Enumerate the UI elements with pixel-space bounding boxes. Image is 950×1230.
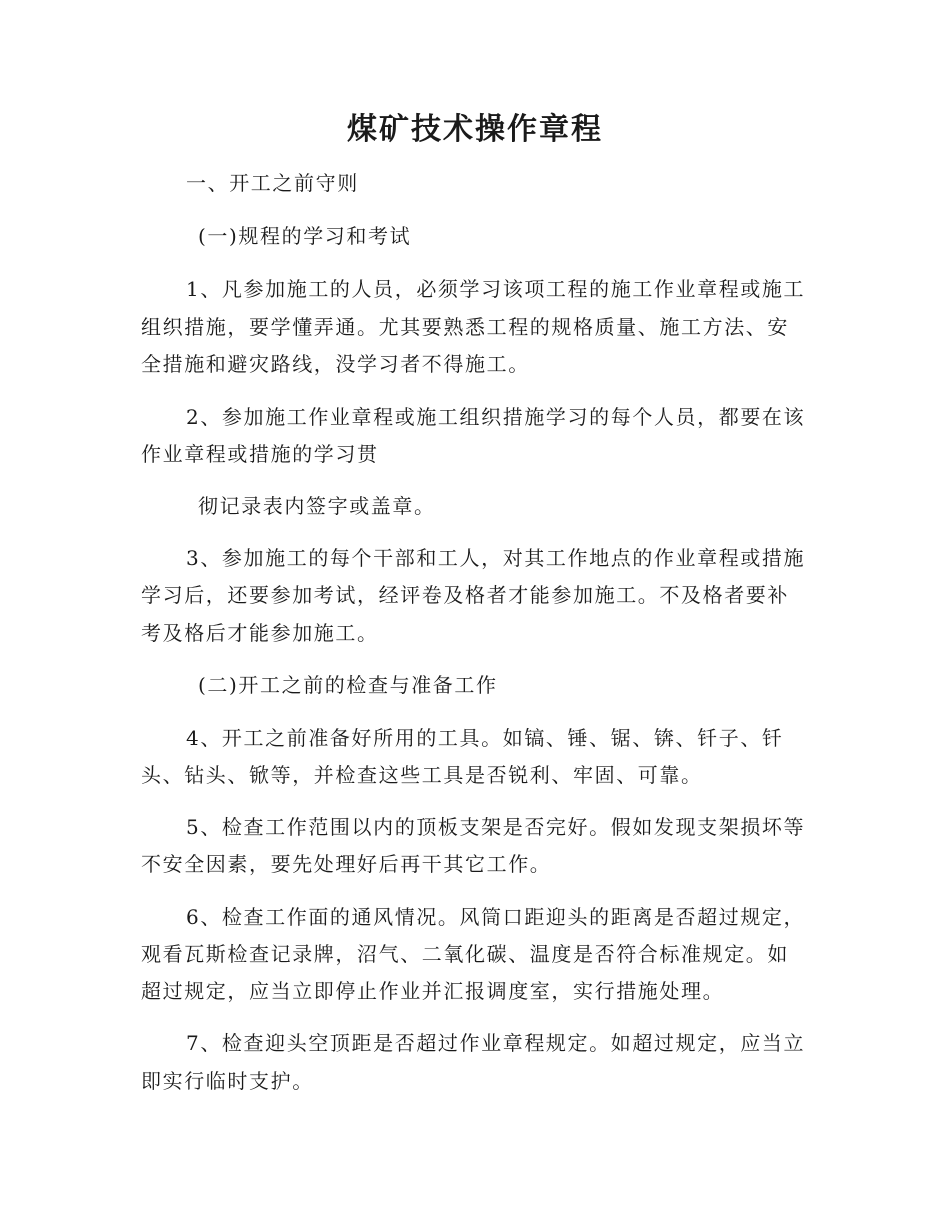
paragraph-line: 即实行临时支护。 [141,1069,314,1093]
paragraph-line: 不安全因素，要先处理好后再干其它工作。 [141,852,552,876]
paragraph-line: 5、检查工作范围以内的顶板支架是否完好。假如发现支架损坏等 [186,815,806,839]
paragraph-line: 作业章程或措施的学习贯 [141,442,379,466]
paragraph-line: 全措施和避灾路线，没学习者不得施工。 [141,352,530,376]
paragraph-line: 1、凡参加施工的人员，必须学习该项工程的施工作业章程或施工 [186,277,806,301]
paragraph-line: 7、检查迎头空顶距是否超过作业章程规定。如超过规定，应当立 [186,1031,806,1055]
paragraph-line: 3、参加施工的每个干部和工人，对其工作地点的作业章程或措施 [186,546,806,570]
paragraph-line: 2、参加施工作业章程或施工组织措施学习的每个人员，都要在该 [186,405,806,429]
paragraph-line: 头、钻头、锨等，并检查这些工具是否锐利、牢固、可靠。 [141,763,703,787]
paragraph-line: 学习后，还要参加考试，经评卷及格者才能参加施工。不及格者要补 [141,583,789,607]
paragraph-line: 超过规定，应当立即停止作业并汇报调度室，实行措施处理。 [141,979,725,1003]
paragraph-line: 组织措施，要学懂弄通。尤其要熟悉工程的规格质量、施工方法、安 [141,315,789,339]
paragraph-line: 考及格后才能参加施工。 [141,621,379,645]
section-heading: 一、开工之前守则 [186,171,359,195]
paragraph-line: 4、开工之前准备好所用的工具。如镐、锤、锯、锛、钎子、钎 [186,726,784,750]
paragraph-line: 观看瓦斯检查记录牌，沼气、二氧化碳、温度是否符合标准规定。如 [141,942,789,966]
paragraph-line: 6、检查工作面的通风情况。风筒口距迎头的距离是否超过规定， [186,905,806,929]
paragraph-line: 彻记录表内签字或盖章。 [198,494,436,518]
subsection-heading: (一)规程的学习和考试 [198,224,412,248]
subsection-heading: (二)开工之前的检查与准备工作 [198,673,498,697]
document-title: 煤矿技术操作章程 [347,112,603,147]
